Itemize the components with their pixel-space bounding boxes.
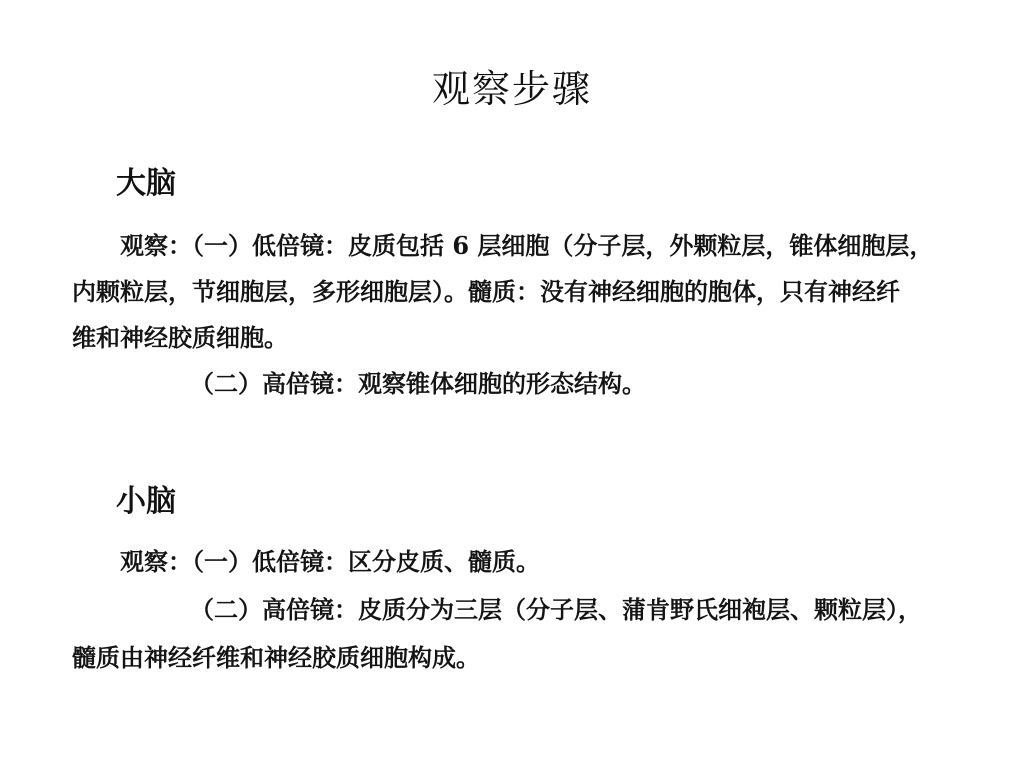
section-heading-cerebrum: 大脑 (116, 166, 176, 201)
cerebellum-line-2: （二）高倍镜：皮质分为三层（分子层、蒲肯野氏细袍层、颗粒层）， (190, 595, 922, 624)
cerebrum-line-2: 内颗粒层，节细胞层，多形细胞层）。髓质：没有神经细胞的胞体，只有神经纤 (72, 277, 900, 306)
slide-title: 观察步骤 (431, 67, 592, 111)
cerebrum-line-1: 观察：（一）低倍镜：皮质包括 6 层细胞（分子层，外颗粒层，锥体细胞层， (120, 231, 934, 260)
cerebellum-line-3: 髓质由神经纤维和神经胶质细胞构成。 (72, 643, 480, 672)
cerebellum-line-1: 观察：（一）低倍镜：区分皮质、髓质。 (120, 547, 540, 576)
cerebrum-line-3: 维和神经胶质细胞。 (72, 323, 288, 352)
cerebrum-line-4: （二）高倍镜：观察锥体细胞的形态结构。 (190, 369, 646, 398)
section-heading-cerebellum: 小脑 (116, 484, 176, 519)
